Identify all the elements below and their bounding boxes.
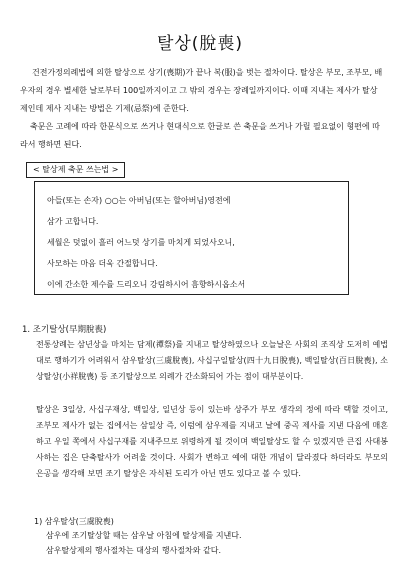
prayer-box-tag: < 탈상제 축문 쓰는법 >	[26, 162, 125, 178]
intro-paragraph-2: 축문은 고례에 따라 한문식으로 쓰거나 현대식으로 한글로 쓴 축문을 쓰거나 가릴 필요없이 형편에 따라서 행하면 된다.	[20, 122, 380, 149]
prayer-line: 세월은 덧없이 흘러 어느덧 상기를 마치게 되었사오니,	[47, 238, 235, 247]
intro-paragraph: 건전가정의례법에 의한 탈상으로 상기(喪期)가 끝나 복(服)을 벗는 절차이다. 탈상은 부모, 조부모, 배우자의 경우 별세한 날로부터 100일까지이고 그 밖의 경우는 장례일까지이다. 이때 지내는 제사가 탈상제인데 제사 지내는 방법은 기제(忌祭)에 준한다.	[20, 68, 383, 113]
prayer-line: 삼가 고합니다.	[47, 217, 99, 226]
prayer-text-box	[34, 181, 349, 295]
prayer-line: 이에 간소한 제수를 드리오니 강림하시어 흠향하시옵소서	[47, 280, 246, 289]
section-paragraph-2: 탈상은 3일상, 사십구재상, 백일상, 일년상 등이 있는바 상주가 부모 생각의 정에 따라 택할 것이고, 조부모 제사가 없는 집에서는 삼일상 즉, 이럼에 삼우제를 지내고 날에 중곡 제사를 지낸 다음에 매혼하고 우일 쪽에서 사십구재를 지내주므로 위령하게 될 것이며 백일탈상도 할 수 있겠지만 큰집 사대봉사하는 집은 단축탈사가 어려울 것이다. 사회가 변하고 예에 대한 개념이 달라졌다 하더라도 부모의 은공을 생각해 보면 조기 탈상은 자식된 도리가 아닌 면도 있다고 볼 수 있다.	[36, 405, 388, 478]
section-paragraph: 전통상례는 삼년상을 마치는 담제(禫祭)를 지내고 탈상하였으나 오늘날은 사회의 조직상 도저히 예법대로 행하기가 어려워서 삼우탈상(三虞脫喪), 사십구일탈상(四十九日脫喪), 백일탈상(百日脫喪), 소상탈상(小祥脫喪) 등 조기탈상으로 의례가 간소화되어 가는 점이 대부분이다.	[36, 340, 388, 381]
section-heading: 1. 조기탈상(早期脫喪)	[22, 325, 107, 335]
page-title: 탈상(脫喪)	[156, 34, 244, 54]
prayer-line: 사모하는 마음 더욱 간절합니다.	[47, 259, 158, 268]
subsection-line: 삼우에 조기탈상할 때는 삼우날 아침에 탈상제를 지낸다.	[46, 531, 242, 540]
subsection-line: 삼우탈상제의 행사절차는 대상의 행사절차와 같다.	[46, 546, 222, 555]
subsection-heading: 1) 삼우탈상(三虞脫喪)	[34, 517, 114, 526]
prayer-line: 아들(또는 손자) ○○는 아버님(또는 할아버님)영전에	[47, 196, 231, 205]
